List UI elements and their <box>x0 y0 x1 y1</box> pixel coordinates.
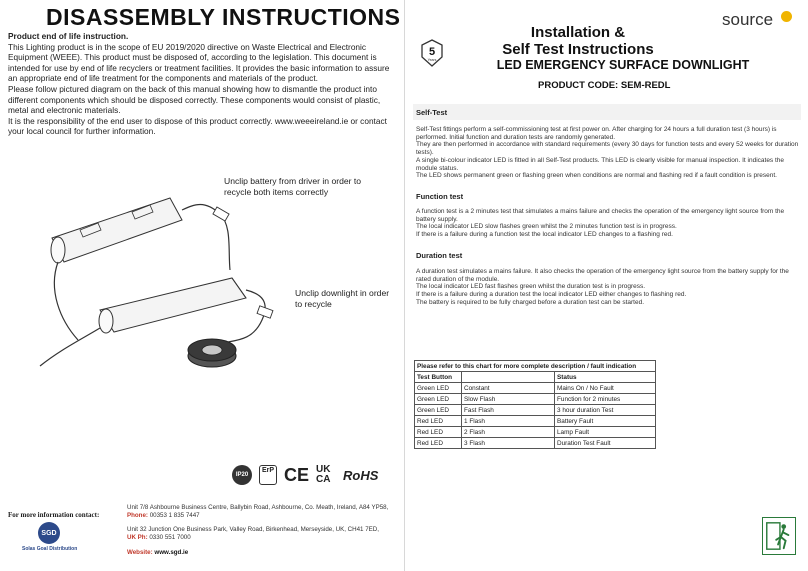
table-cell: Fast Flash <box>462 405 555 416</box>
ukca-mark: UK CA <box>316 464 331 485</box>
table-header-status: Status <box>555 372 656 383</box>
table-caption: Please refer to this chart for more complete description / fault indication <box>415 361 656 372</box>
duration-test-p4: The battery is required to be fully charged before a duration test can be started. <box>416 298 644 306</box>
table-cell: Constant <box>462 383 555 394</box>
eol-heading: Product end of life instruction. <box>8 31 129 41</box>
table-cell: 1 Flash <box>462 416 555 427</box>
table-header-test-button: Test Button <box>415 372 462 383</box>
table-row <box>415 438 656 449</box>
self-test-body <box>416 126 799 180</box>
table-cell: Battery Fault <box>555 416 656 427</box>
disassembly-diagram <box>0 170 404 380</box>
table-cell: Green LED <box>415 405 462 416</box>
self-test-heading-bar <box>413 104 801 120</box>
function-test-body <box>416 208 799 239</box>
table-cell: Red LED <box>415 427 462 438</box>
table-cell: Mains On / No Fault <box>555 383 656 394</box>
address-ie-text: Unit 7/8 Ashbourne Business Centre, Ballybin Road, Ashbourne, Co. Meath, Ireland, A84 YP58, <box>127 504 389 511</box>
table-cell: 2 Flash <box>462 427 555 438</box>
contact-label: For more information contact: <box>8 511 100 519</box>
ce-mark: CE <box>284 464 310 485</box>
function-test-heading: Function test <box>416 192 464 201</box>
eol-paragraph-2: Please follow pictured diagram on the back of this manual showing how to dismantle the product into different components which should be disposed correctly. These components would consist of plastic, metal and electronic materials. <box>8 83 381 116</box>
battery-pack-illustration <box>51 198 182 263</box>
title-line-1: Installation & <box>530 24 626 41</box>
duration-test-body <box>416 268 799 307</box>
phone-ie: 00353 1 835 7447 <box>149 512 200 519</box>
table-cell: Lamp Fault <box>555 427 656 438</box>
self-test-p1: Self-Test fittings perform a self-commissioning test at first power on. After charging for 24 hours a full duration test (3 hours) is performed. Initial function and duration tests are randomly generated. <box>416 126 777 141</box>
table-row <box>415 427 656 438</box>
website-line <box>127 549 188 557</box>
rohs-mark: RoHS <box>343 467 379 483</box>
sgd-logo: SGD <box>38 522 60 544</box>
eol-intro <box>8 31 393 137</box>
function-test-p2: The local indicator LED slow flashes green whilst the 2 minutes function test is in progress. <box>416 223 677 231</box>
phone-ie-label: Phone: <box>127 512 148 519</box>
driver-illustration <box>99 278 246 333</box>
ip20-badge: IP20 <box>232 465 252 485</box>
table-row <box>415 405 656 416</box>
table-cell: Green LED <box>415 383 462 394</box>
website-label: Website: <box>127 549 153 556</box>
table-row <box>415 394 656 405</box>
sgd-logo-subtitle: Solas Goal Distribution <box>22 546 78 552</box>
downlight-illustration <box>188 339 236 367</box>
warranty-word: Years <box>427 58 437 62</box>
table-cell: 3 Flash <box>462 438 555 449</box>
table-cell: Slow Flash <box>462 394 555 405</box>
product-code: PRODUCT CODE: SEM-REDL <box>538 80 671 91</box>
phone-uk-label: UK Ph: <box>127 534 148 541</box>
table-header-mode <box>462 372 555 383</box>
downlight-callout: Unclip downlight in order to recycle <box>295 288 390 309</box>
certification-badges <box>232 460 378 490</box>
table-row <box>415 383 656 394</box>
disassembly-title: DISASSEMBLY INSTRUCTIONS <box>46 4 401 30</box>
address-uk <box>127 526 397 542</box>
self-test-p2: They are then performed in accordance with standard requirements (every 30 days for function tests and every 52 weeks for duration tests). <box>416 141 799 157</box>
battery-connector-icon <box>213 207 229 221</box>
duration-test-p3: If there is a failure during a duration test the local indicator LED either changes to flashing red. <box>416 291 687 299</box>
title-line-2: Self Test Instructions <box>502 41 654 58</box>
table-cell: Red LED <box>415 438 462 449</box>
website-link[interactable]: www.sgd.ie <box>154 549 189 556</box>
duration-test-p1: A duration test simulates a mains failure. It also checks the operation of the emergency light source from the battery supply for the rated duration of the module. <box>416 268 789 283</box>
source-brand-logo: source <box>722 10 774 29</box>
fault-indication-table <box>414 360 656 449</box>
duration-test-p2: The local indicator LED fast flashes green whilst the duration test is in progress. <box>416 283 646 291</box>
self-test-heading: Self-Test <box>416 108 448 117</box>
eol-paragraph-1: This Lighting product is in the scope of EU 2019/2020 directive on Waste Electrical and Electronic Equipment (WEEE). This product must be disposed of, according to the legislation. This document is intended for use by end of life recyclers or treatment facilities. It provides the basic information to assure an appropriate end of life treatment for the components and materials of the product. <box>8 41 390 84</box>
installation-title <box>463 24 693 58</box>
page-divider <box>404 0 405 571</box>
table-cell: 3 hour duration Test <box>555 405 656 416</box>
function-test-p3: If there is a failure during a function test the local indicator LED changes to a flashing red. <box>416 231 673 239</box>
downlight-connector-icon <box>257 306 273 318</box>
battery-callout: Unclip battery from driver in order to recycle both items correctly <box>224 176 362 197</box>
address-ireland <box>127 504 397 520</box>
erp-badge: ErP <box>259 465 277 485</box>
table-cell: Red LED <box>415 416 462 427</box>
self-test-p4: The LED shows permanent green or flashing green when conditions are normal and flashing red if a fault condition is present. <box>416 172 777 180</box>
warranty-number: 5 <box>428 46 436 58</box>
eol-paragraph-3: It is the responsibility of the end user to dispose of this product correctly. www.weeeireland.ie or contact your local council for further information. <box>8 115 387 137</box>
five-year-warranty-icon <box>420 39 444 67</box>
table-cell: Function for 2 minutes <box>555 394 656 405</box>
function-test-p1: A function test is a 2 minutes test that simulates a mains failure and checks the operation of the emergency light source from the battery supply. <box>416 208 785 223</box>
product-name: LED EMERGENCY SURFACE DOWNLIGHT <box>496 58 750 72</box>
address-uk-text: Unit 32 Junction One Business Park, Valley Road, Birkenhead, Merseyside, UK, CH41 7ED, <box>127 526 379 533</box>
source-logo-dot-icon <box>781 11 792 22</box>
table-row <box>415 416 656 427</box>
emergency-exit-icon <box>762 517 796 555</box>
table-cell: Green LED <box>415 394 462 405</box>
self-test-p3: A single bi-colour indicator LED is fitted in all Self-Test products. This LED is clearly visible for manual inspection. It indicates the module status. <box>416 156 785 172</box>
table-cell: Duration Test Fault <box>555 438 656 449</box>
phone-uk: 0330 551 7000 <box>149 534 191 541</box>
duration-test-heading: Duration test <box>416 251 463 260</box>
